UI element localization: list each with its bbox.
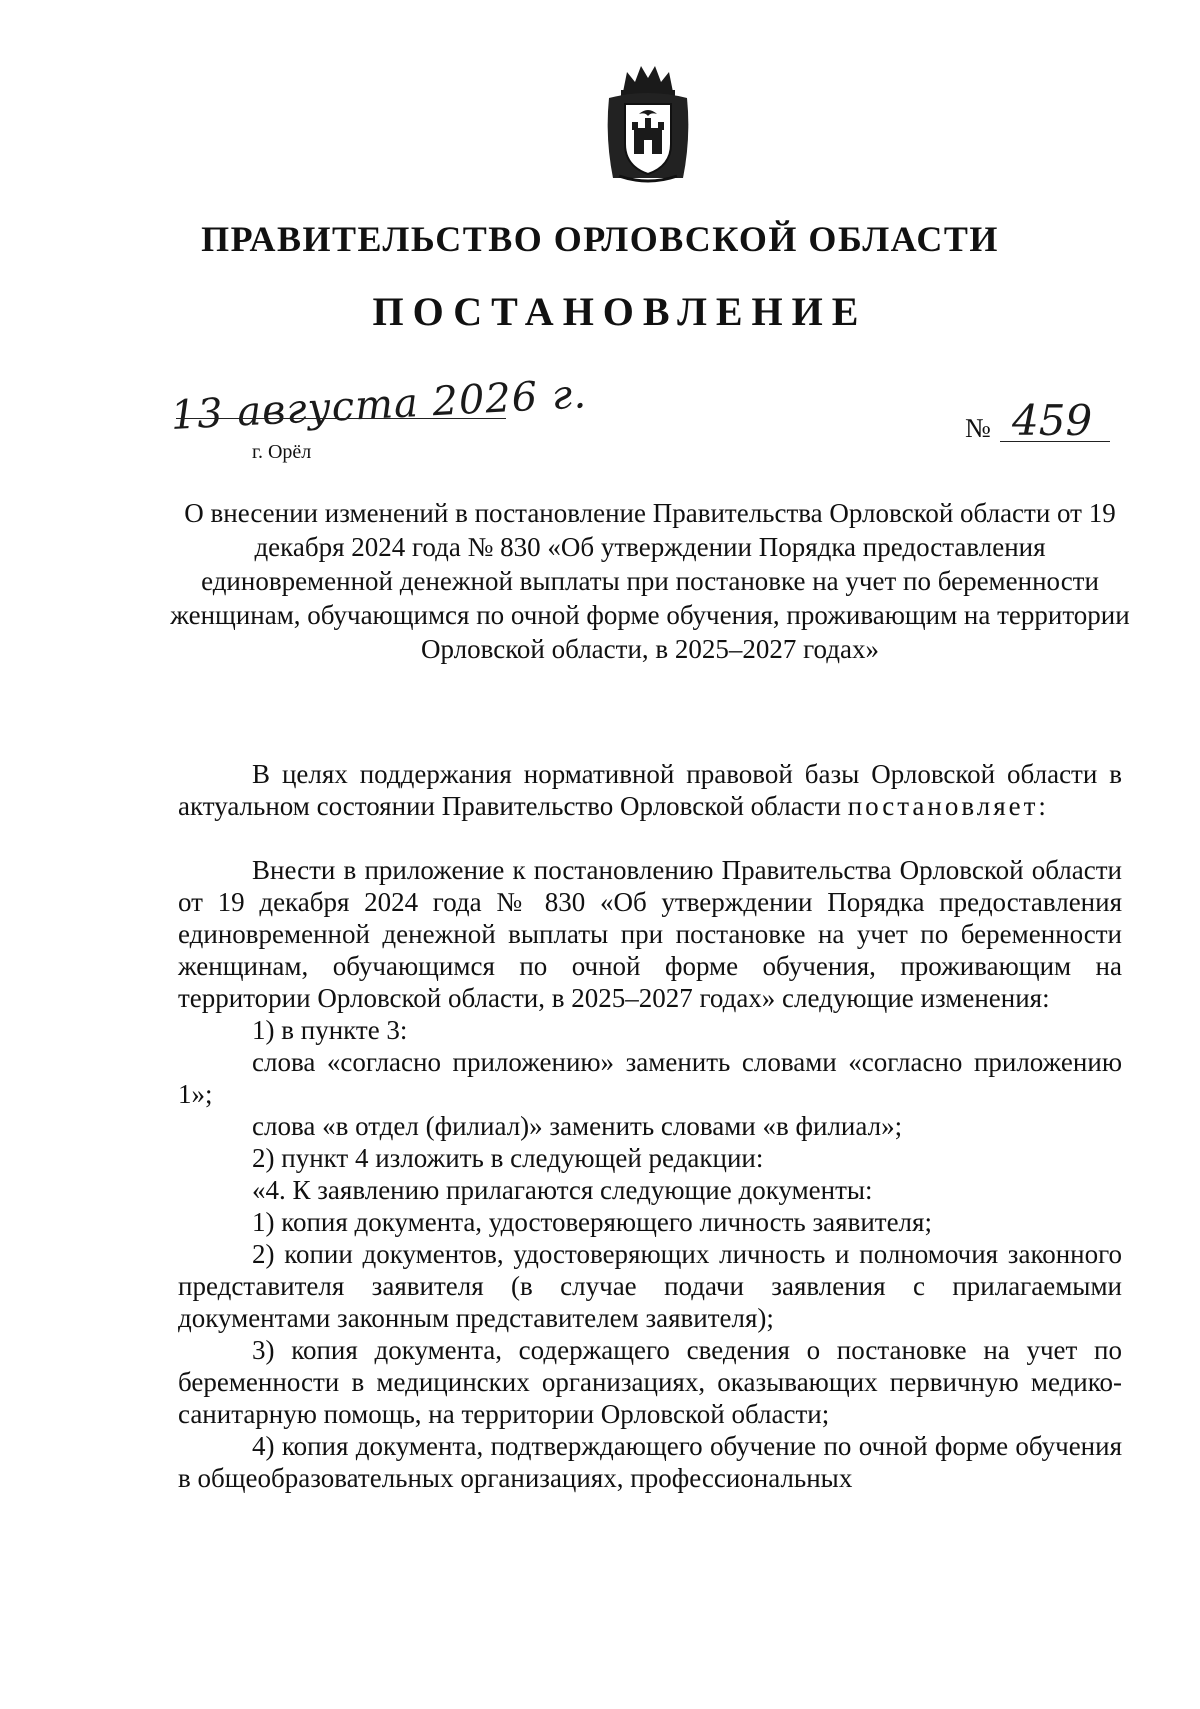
date-underline (176, 418, 506, 419)
point-4-item-1: 1) копия документа, удостоверяющего личность заявителя; (252, 1207, 932, 1237)
document-body (178, 758, 1122, 1494)
preamble-text: В целях поддержания нормативной правовой базы Орловской области в актуальном состоянии Правительство Орловской области (178, 759, 1122, 821)
change-item-1: 1) в пункте 3: (252, 1015, 408, 1045)
handwritten-date: 13 августа 2026 г. (169, 371, 588, 439)
number-underline (1000, 441, 1110, 442)
intro-paragraph: Внести в приложение к постановлению Правительства Орловской области от 19 декабря 2024 года № 830 «Об утверждении Порядка предоставления единовременной денежной выплаты при постановке на учет по беременности женщинам, обучающимся по очной форме обучения, проживающим на территории Орловской области, в 2025–2027 годах» следующие изменения: (178, 855, 1122, 1013)
point-4-intro: «4. К заявлению прилагаются следующие документы: (252, 1175, 873, 1205)
point-4-item-2: 2) копии документов, удостоверяющих личность и полномочия законного представителя заявителя (в случае подачи заявления с прилагаемыми документами законным представителем заявителя); (178, 1239, 1122, 1333)
change-item-1b: слова «в отдел (филиал)» заменить словами «в филиал»; (252, 1111, 903, 1141)
number-label: № (965, 413, 991, 443)
point-4-item-3: 3) копия документа, содержащего сведения о постановке на учет по беременности в медицинских организациях, оказывающих первичную медико-санитарную помощь, на территории Орловской области; (178, 1335, 1122, 1429)
change-item-1a: слова «согласно приложению» заменить словами «согласно приложению 1»; (178, 1047, 1122, 1109)
document-type-title: ПОСТАНОВЛЕНИЕ (372, 289, 868, 334)
decree-word: постановляет: (847, 791, 1049, 821)
point-4-item-4: 4) копия документа, подтверждающего обучение по очной форме обучения в общеобразовательных организациях, профессиональных (178, 1431, 1122, 1493)
change-item-2: 2) пункт 4 изложить в следующей редакции: (252, 1143, 764, 1173)
handwritten-number: 459 (1012, 396, 1093, 445)
city-label: г. Орёл (252, 441, 312, 463)
document-subject: О внесении изменений в постановление Правительства Орловской области от 19 декабря 2024 года № 830 «Об утверждении Порядка предоставления единовременной денежной выплаты при постановке на учет по беременности женщинам, обучающимся по очной форме обучения, проживающим на территории Орловской области, в 2025–2027 годах» (170, 498, 1130, 664)
coat-of-arms-icon (605, 58, 691, 186)
organization-title: ПРАВИТЕЛЬСТВО ОРЛОВСКОЙ ОБЛАСТИ (201, 219, 999, 259)
preamble-paragraph (178, 758, 1122, 822)
